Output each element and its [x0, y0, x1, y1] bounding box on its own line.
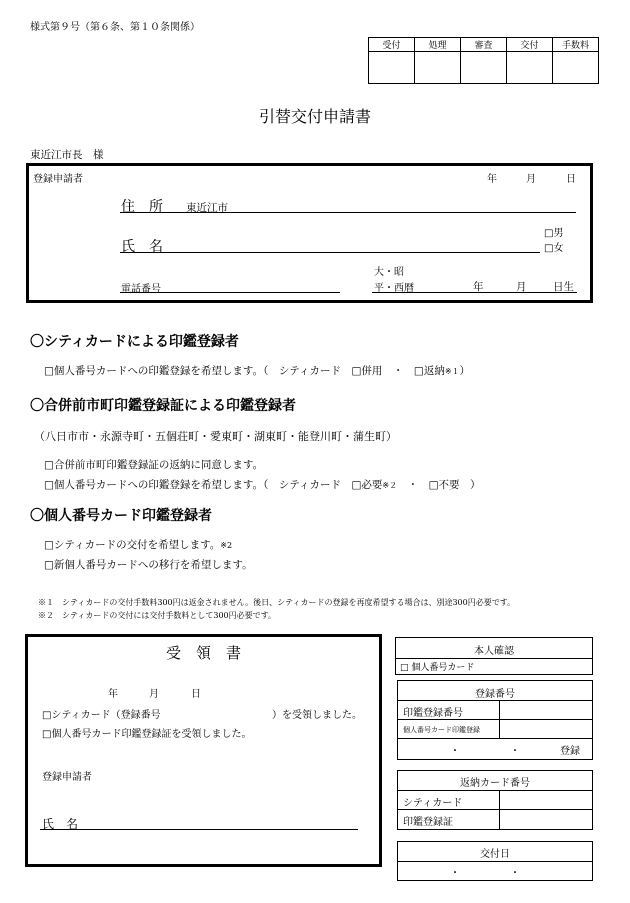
stamp-cell[interactable] — [369, 52, 415, 84]
era-bottom: 平・西暦 — [374, 283, 414, 294]
phone-label: 電話番号 — [121, 284, 161, 295]
receipt-name-label: 氏 名 — [42, 817, 79, 831]
note2-mark: ※２ — [382, 481, 398, 490]
stamp-header-fee: 手数料 — [553, 38, 599, 52]
birthdate-underline[interactable] — [372, 292, 577, 293]
gender-female-checkbox[interactable]: □女 — [544, 243, 564, 254]
receipt-applicant-label: 登録申請者 — [42, 772, 92, 783]
section3-heading: 〇個人番号カード印鑑登録者 — [30, 508, 212, 524]
footnote-1: ※１ シティカードの交付手数料300円は返金されません。後日、シティカードの登録を再度希望する場合は、別途300円必要です。 — [38, 598, 516, 607]
section2-heading: 〇合併前市町印鑑登録証による印鑑登録者 — [30, 398, 296, 414]
return-seal-certificate-label: 印鑑登録証 — [403, 817, 453, 828]
section3-line1[interactable]: □シティカードの交付を希望します。※2 — [44, 539, 233, 551]
registration-row1-label: 印鑑登録番号 — [403, 708, 463, 719]
receipt-box — [25, 634, 382, 867]
receipt-year: 年 — [108, 689, 118, 700]
receipt-mynumber-line[interactable]: □個人番号カード印鑑登録証を受領しました。 — [42, 729, 252, 740]
date-month-label: 月 — [526, 174, 536, 185]
note1-mark: ※１ — [444, 367, 460, 376]
return-city-card-label: シティカード — [403, 798, 463, 809]
stamp-cell[interactable] — [461, 52, 507, 84]
identity-mynumber-checkbox[interactable]: □ 個人番号カード — [400, 663, 475, 673]
stamp-cell[interactable] — [507, 52, 553, 84]
receipt-city-card-end: ）を受領しました。 — [272, 710, 362, 721]
date-year-label: 年 — [487, 174, 497, 185]
issue-date-dots[interactable]: ・ ・ — [450, 868, 520, 879]
gender-male-checkbox[interactable]: □男 — [544, 228, 564, 239]
phone-underline[interactable] — [120, 292, 340, 293]
footnote-2: ※２ シティカードの交付には交付手数料として300円必要です。 — [38, 611, 276, 620]
address-underline — [120, 212, 576, 213]
section2-towns: （八日市市・永源寺町・五個荘町・愛東町・湖東町・能登川町・蒲生町） — [34, 430, 397, 443]
receipt-name-underline[interactable] — [40, 829, 358, 830]
name-label: 氏 名 — [121, 239, 163, 255]
stamp-header-received: 受付 — [369, 38, 415, 52]
registration-dots[interactable]: ・ ・ — [450, 746, 520, 757]
birth-month-label: 月 — [516, 281, 527, 293]
addressee: 東近江市長 様 — [30, 149, 104, 161]
return-card-title: 返納カード番号 — [460, 778, 530, 789]
section2-line2[interactable]: □個人番号カードへの印鑑登録を希望します。（ シティカード □必要※２ ・ □不要 ） — [44, 479, 481, 491]
identity-box — [395, 637, 593, 675]
stamp-header-issued: 交付 — [507, 38, 553, 52]
section2-line1[interactable]: □合併前市町印鑑登録証の返納に同意します。 — [44, 459, 264, 471]
stamp-cell[interactable] — [415, 52, 461, 84]
return-divider — [499, 790, 500, 829]
issue-date-title: 交付日 — [480, 849, 510, 860]
issue-date-box — [397, 841, 593, 881]
page-title: 引替交付申請書 — [258, 107, 371, 126]
stamp-cell[interactable] — [553, 52, 599, 84]
stamp-header-reviewed: 審査 — [461, 38, 507, 52]
registration-suffix: 登録 — [560, 746, 580, 757]
registration-title: 登録番号 — [475, 689, 515, 700]
era-top: 大・昭 — [374, 267, 404, 278]
note2-mark: ※2 — [220, 541, 233, 550]
stamp-table — [368, 37, 599, 84]
receipt-month: 月 — [149, 689, 159, 700]
registration-row2-label: 個人番号カード印鑑登録 — [403, 726, 480, 734]
receipt-day: 日 — [191, 689, 201, 700]
applicant-box — [26, 163, 593, 303]
identity-title: 本人確認 — [474, 646, 514, 657]
address-value[interactable]: 東近江市 — [186, 202, 228, 214]
address-label: 住 所 — [121, 199, 163, 215]
registration-box — [397, 680, 593, 760]
receipt-city-card-line[interactable]: □シティカード（登録番号 — [42, 710, 161, 721]
date-day-label: 日 — [566, 174, 576, 185]
section3-line2[interactable]: □新個人番号カードへの移行を希望します。 — [44, 559, 253, 571]
section1-heading: 〇シティカードによる印鑑登録者 — [30, 334, 239, 350]
stamp-header-processed: 処理 — [415, 38, 461, 52]
form-number: 様式第９号（第６条、第１０条関係） — [30, 22, 200, 33]
birth-year-label: 年 — [473, 281, 484, 293]
name-underline[interactable] — [120, 252, 540, 253]
birth-day-label: 日生 — [553, 281, 574, 293]
receipt-title: 受 領 書 — [165, 644, 241, 662]
section1-line1[interactable]: □個人番号カードへの印鑑登録を希望します。（ シティカード □併用 ・ □返納※１） — [44, 365, 471, 377]
applicant-label: 登録申請者 — [33, 174, 83, 185]
registration-divider — [499, 700, 500, 738]
return-card-box — [397, 770, 593, 830]
